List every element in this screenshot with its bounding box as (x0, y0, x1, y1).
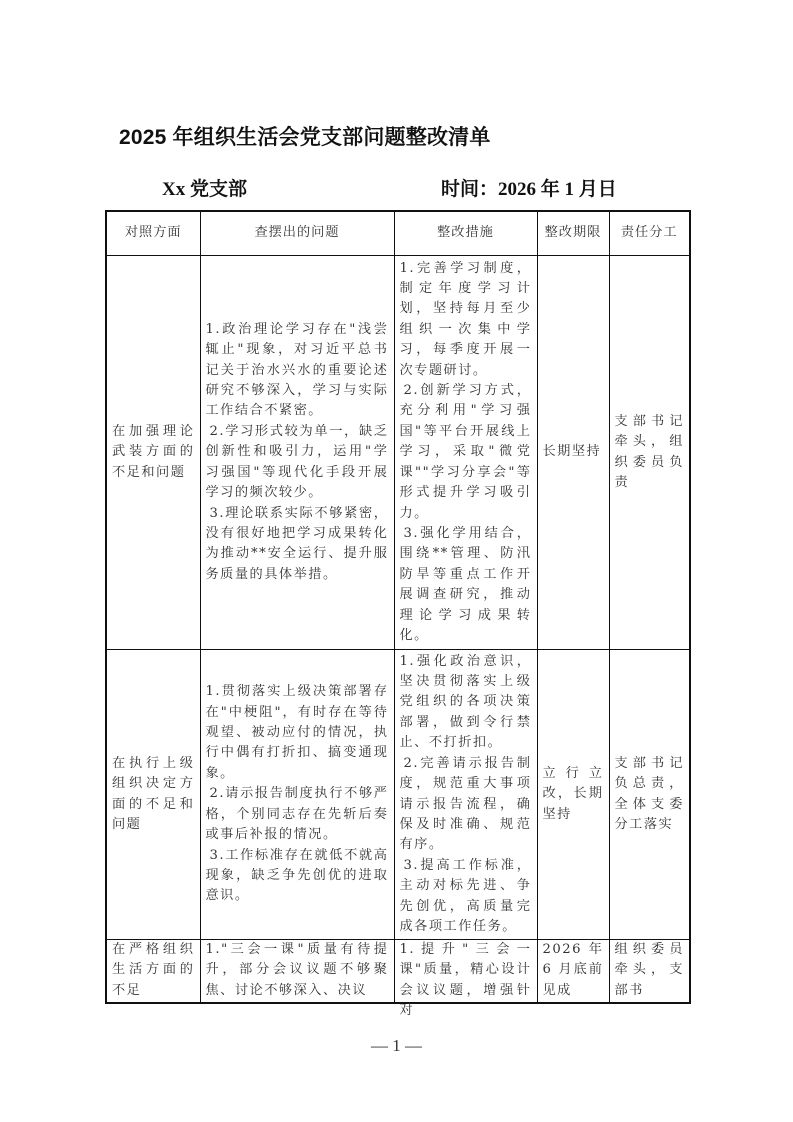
problem-item: 3.工作标准存在就低不就高现象，缺乏争先创优的进取意识。 (205, 847, 389, 904)
measures-cell (394, 256, 537, 650)
problem-item: 2.请示报告制度执行不够严格，个别同志存在先斩后奏或事后补报的情况。 (205, 786, 389, 843)
table-row (106, 650, 690, 940)
responsibility-cell: 支部书记负总责，全体支委分工落实 (609, 650, 690, 940)
page-number: — 1 — (371, 1036, 422, 1055)
table-header-row (106, 211, 690, 256)
problem-item: 2.学习形式较为单一，缺乏创新性和吸引力，运用"学习强国"等现代化手段开展学习的频次较少。 (205, 423, 389, 501)
problems-cell (200, 256, 394, 650)
document-title: 2025 年组织生活会党支部问题整改清单 (119, 126, 491, 149)
measure-item: 1.完善学习制度，制定年度学习计划，坚持每月至少组织一次集中学习，每季度开展一次专题研讨。 (399, 260, 532, 378)
deadline-cell (537, 940, 609, 1004)
problems-cell (200, 940, 394, 1004)
problems-cell (200, 650, 394, 940)
measure-item: 2.创新学习方式，充分利用"学习强国"等平台开展线上学习，采取"微党课""学习分享会"等形式提升学习吸引力。 (399, 383, 532, 521)
problem-item: 1.贯彻落实上级决策部署存在"中梗阻"，有时存在等待观望、被动应付的情况，执行中偶有打折扣、搞变通现象。 (205, 684, 389, 781)
aspect-cell (106, 940, 200, 1004)
responsibility-text: 组织委员牵头，支部书 (614, 942, 684, 998)
measures-cell (394, 940, 537, 1019)
problem-item: 1.政治理论学习存在"浅尝辄止"现象，对习近平总书记关于治水兴水的重要论述研究不够深入，学习与实际工作结合不紧密。 (205, 321, 389, 419)
aspect-cell: 在执行上级组织决定方面的不足和问题 (106, 650, 200, 940)
table-row (106, 256, 690, 650)
problem-item: 3.理论联系实际不够紧密，没有很好地把学习成果转化为推动**安全运行、提升服务质量的具体举措。 (205, 505, 389, 582)
document-date: 时间：2026 年 1 月日 (441, 179, 617, 200)
deadline-cell: 立行立改，长期坚持 (537, 650, 609, 940)
deadline-text: 2026 年 6 月底前见成 (542, 942, 604, 998)
aspect-text: 在严格组织生活方面的不足 (112, 942, 195, 998)
problem-item: 1."三会一课"质量有待提升，部分会议议题不够聚焦、讨论不够深入、决议 (205, 942, 389, 998)
measures-cell (394, 650, 537, 940)
responsibility-cell (609, 940, 690, 1004)
header-problems: 查摆出的问题 (200, 211, 394, 256)
deadline-cell: 长期坚持 (537, 256, 609, 650)
party-branch-name: Xx 党支部 (162, 179, 247, 200)
rectification-table (105, 210, 691, 1019)
header-aspect: 对照方面 (106, 211, 200, 256)
measure-item: 2.完善请示报告制度，规范重大事项请示报告流程，确保及时准确、规范有序。 (399, 755, 532, 853)
header-deadline: 整改期限 (537, 211, 609, 256)
measure-item: 3.强化学用结合，围绕**管理、防汛防旱等重点工作开展调查研究，推动理论学习成果转化。 (399, 525, 532, 643)
measure-item: 1.强化政治意识，坚决贯彻落实上级党组织的各项决策部署，做到令行禁止、不打折扣。 (399, 653, 532, 751)
responsibility-cell: 支部书记牵头，组织委员负责 (609, 256, 690, 650)
aspect-cell: 在加强理论武装方面的不足和问题 (106, 256, 200, 650)
header-responsibility: 责任分工 (609, 211, 690, 256)
measure-item: 1.提升"三会一课"质量，精心设计会议议题，增强针对 (399, 942, 532, 1019)
measure-item: 3.提高工作标准，主动对标先进、争先创优，高质量完成各项工作任务。 (399, 857, 532, 934)
table-row (106, 940, 690, 1004)
header-measures: 整改措施 (394, 211, 537, 256)
